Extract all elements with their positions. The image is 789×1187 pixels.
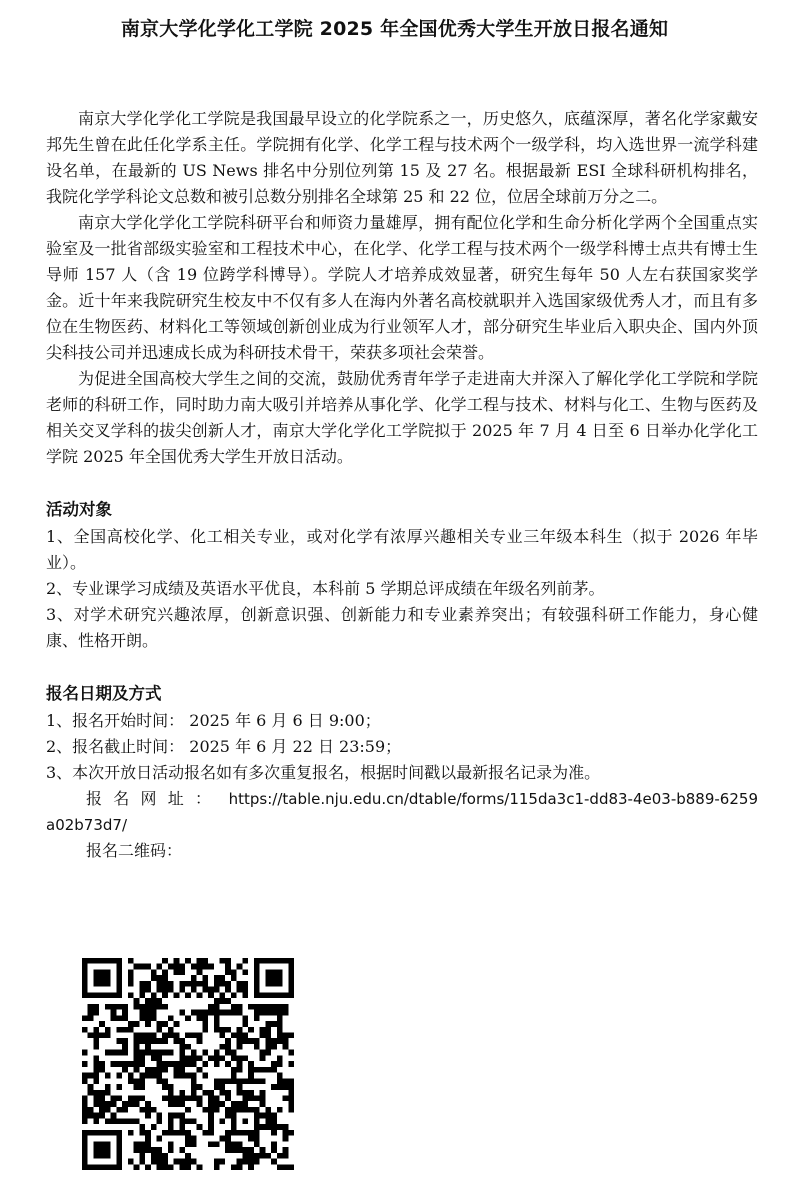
registration-deadline-item: 2、报名截止时间： 2025 年 6 月 22 日 23:59； xyxy=(46,737,402,756)
audience-item: 1、全国高校化学、化工相关专业，或对化学有浓厚兴趣相关专业三年级本科生（拟于 2026 年毕业）。 xyxy=(46,527,758,572)
qr-code-label: 报名二维码： xyxy=(86,841,183,860)
registration-heading: 报名日期及方式 xyxy=(46,684,162,703)
qr-code-graphic xyxy=(82,958,294,1170)
qr-code-icon[interactable] xyxy=(82,958,294,1170)
registration-rule-item: 3、本次开放日活动报名如有多次重复报名，根据时间戳以最新报名记录为准。 xyxy=(46,763,601,782)
audience-item: 3、对学术研究兴趣浓厚，创新意识强、创新能力和专业素养突出；有较强科研工作能力，身心健康、性格开朗。 xyxy=(46,605,758,650)
audience-heading: 活动对象 xyxy=(46,500,112,519)
registration-url-label: 报名网址： xyxy=(86,789,223,808)
intro-paragraph-3: 为促进全国高校大学生之间的交流，鼓励优秀青年学子走进南大并深入了解化学化工学院和学院老师的科研工作，同时助力南大吸引并培养从事化学、化学工程与技术、材料与化工、生物与医药及相关交叉学科的拔尖创新人才，南京大学化学化工学院拟于 2025 年 7 月 4 日至 6 日举办化学化工学院 2025 年全国优秀大学生开放日活动。 xyxy=(46,369,758,466)
audience-item: 2、专业课学习成绩及英语水平优良，本科前 5 学期总评成绩在年级名列前茅。 xyxy=(46,579,605,598)
page-title: 南京大学化学化工学院 2025 年全国优秀大学生开放日报名通知 xyxy=(120,18,669,40)
intro-paragraph-2: 南京大学化学化工学院科研平台和师资力量雄厚，拥有配位化学和生命分析化学两个全国重点实验室及一批省部级实验室和工程技术中心，在化学、化学工程与技术两个一级学科博士点共有博士生导师 157 人（含 19 位跨学科博导）。学院人才培养成效显著，研究生每年 50 人左右获国家奖学金。近十年来我院研究生校友中不仅有多人在海内外著名高校就职并入选国家级优秀人才，而且有多位在生物医药、材料化工等领域创新创业成为行业领军人才，部分研究生毕业后入职央企、国内外顶尖科技公司并迅速成长成为科研技术骨干，荣获多项社会荣誉。 xyxy=(46,213,758,362)
registration-start-item: 1、报名开始时间： 2025 年 6 月 6 日 9:00； xyxy=(46,711,381,730)
notice-body xyxy=(46,106,758,864)
section-spacer xyxy=(46,654,758,680)
intro-paragraph-1: 南京大学化学化工学院是我国最早设立的化学院系之一，历史悠久，底蕴深厚，著名化学家戴安邦先生曾在此任化学系主任。学院拥有化学、化学工程与技术两个一级学科，均入选世界一流学科建设名单，在最新的 US News 排名中分别位列第 15 及 27 名。根据最新 ESI 全球科研机构排名，我院化学学科论文总数和被引总数分别排名全球第 25 和 22 位，位居全球前万分之二。 xyxy=(46,109,758,206)
registration-url-line xyxy=(46,786,758,838)
registration-url-link[interactable]: https://table.nju.edu.cn/dtable/forms/115da3c1-dd83-4e03-b889-6259a02b73d7/ xyxy=(46,790,758,834)
section-spacer xyxy=(46,470,758,496)
